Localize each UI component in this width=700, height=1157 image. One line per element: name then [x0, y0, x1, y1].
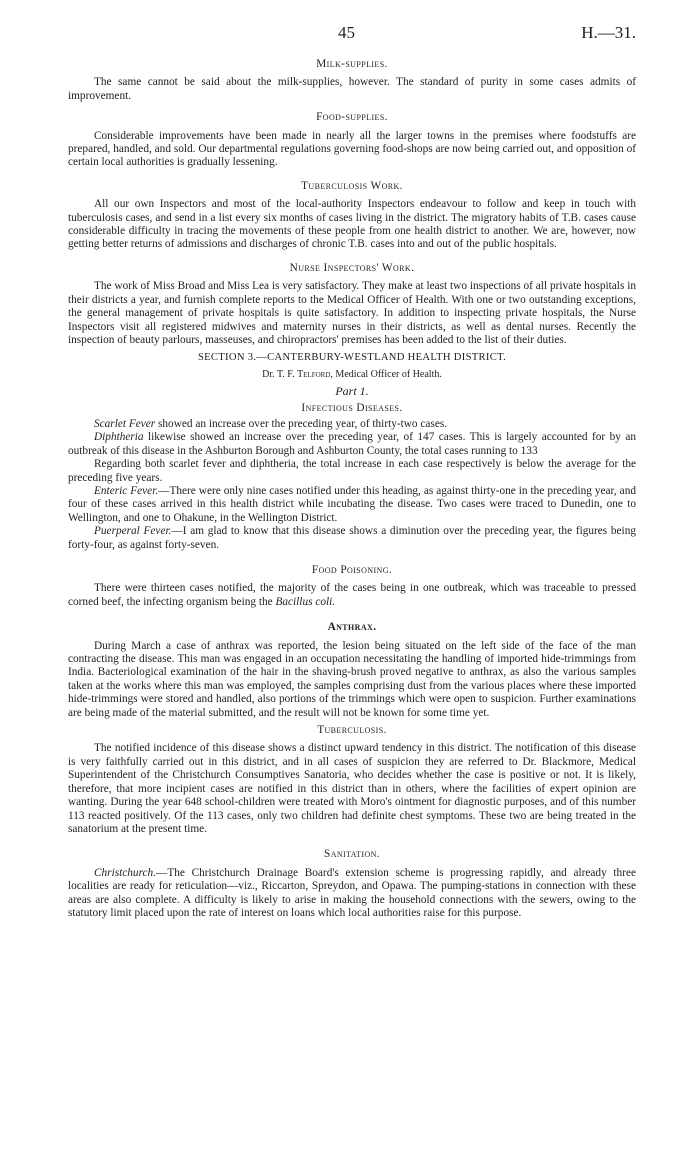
food-supplies-heading: Food-supplies.: [316, 111, 388, 124]
enteric-fever-paragraph: [68, 485, 636, 525]
page-header: [68, 23, 636, 54]
sanitation-heading: Sanitation.: [324, 848, 380, 861]
tuberculosis-heading: Tuberculosis.: [317, 724, 387, 737]
diphtheria-paragraph: [68, 431, 636, 458]
tuberculosis-work-paragraph: All our own Inspectors and most of the local-authority Inspectors endeavour to follow and keep in touch with tuberculosis cases, and send in a list every six months of cases living in the district. The migratory habits of T.B. cases cause considerable difficulty in tracing the movements of these people from one health district to another. We are, however, now getting better returns of admissions and discharges of chronic T.B. cases into and out of the public hospitals.: [68, 198, 636, 251]
enteric-fever-label: Enteric Fever.: [94, 484, 159, 497]
page-number: 45: [338, 23, 355, 42]
anthrax-heading: Anthrax.: [327, 621, 377, 634]
section-3-heading: SECTION 3.—CANTERBURY-WESTLAND HEALTH DISTRICT.: [197, 352, 507, 364]
tuberculosis-work-heading: Tuberculosis Work.: [301, 179, 403, 192]
diphtheria-label: Diphtheria: [94, 431, 144, 444]
nurse-inspectors-heading: Nurse Inspectors' Work.: [289, 261, 415, 274]
officer-name: Telford: [297, 368, 331, 380]
food-poisoning-text: There were thirteen cases notified, the majority of the cases being in one outbreak, which was traceable to pressed corned beef, the infecting organism being the: [68, 582, 636, 608]
puerperal-fever-paragraph: [68, 525, 636, 552]
food-poisoning-organism: Bacillus coli.: [275, 595, 336, 608]
milk-supplies-heading: Milk-supplies.: [316, 58, 388, 70]
food-supplies-paragraph: Considerable improvements have been made in nearly all the larger towns in the premises where foodstuffs are prepared, handled, and sold. Our departmental regulations governing food-shops are now being carried out, and opposition of certain local authorities is gradually lessening.: [68, 129, 636, 169]
infectious-diseases-heading: Infectious Diseases.: [301, 401, 403, 414]
sanitation-text: —The Christchurch Drainage Board's extension scheme is progressing rapidly, and already three localities are ready for reticulation—viz., Riccarton, Spreydon, and Opawa. The pumping-stations in connection with these areas are also complete. A difficulty is likely to arise in making the household connections with the sewers, owing to the statutory limit placed upon the rate of interest on loans which local authorities raise for this purpose.: [68, 866, 636, 919]
scarlet-fever-text: showed an increase over the preceding year, of thirty-two cases.: [155, 417, 448, 430]
enteric-fever-text: —There were only nine cases notified under this heading, as against thirty-one in the preceding year, and four of these cases arrived in this health district while incubating the disease. Two cases were traced to Dunedin, one to Wellington, and one to Ohakune, in the Wellington District.: [68, 484, 636, 524]
sanitation-place: Christchurch.: [94, 866, 157, 879]
scarlet-fever-label: Scarlet Fever: [94, 417, 156, 430]
sanitation-paragraph: [68, 867, 636, 921]
puerperal-fever-label: Puerperal Fever.: [94, 525, 172, 538]
food-poisoning-heading: Food Poisoning.: [311, 564, 393, 576]
document-reference: H.—31.: [581, 23, 636, 42]
milk-supplies-paragraph: The same cannot be said about the milk-supplies, however. The standard of purity in some cases admits of improvement.: [68, 76, 636, 102]
nurse-inspectors-paragraph: The work of Miss Broad and Miss Lea is very satisfactory. They make at least two inspections of all private hospitals in their districts a year, and furnish complete reports to the Medical Officer of Health. With one or two outstanding exceptions, the general management of private hospitals is quite satisfactory. In addition to inspecting private hospitals, the Nurse Inspectors visit all registered midwives and maternity nurses in their districts, as well as dental nurses. Recently the inspection of beauty parlours, masseuses, and chiropractors' premises has been added to the list of their duties.: [68, 280, 636, 346]
puerperal-fever-text: —I am glad to know that this disease shows a diminution over the preceding year, the figures being forty-four, as against forty-seven.: [68, 525, 636, 551]
anthrax-paragraph: During March a case of anthrax was reported, the lesion being situated on the left side of the face of the man contracting the disease. This man was engaged in an occupation necessitating the handling of imported hide-trimmings from India. Bacteriological examination of the hair in the shaving-brush proved negative to anthrax, as also the various samples taken at the works where this man was employed, the samples comprising dust from the various places where these imported hide-trimmings were stored and handled, also portions of the trimmings which were open to suspicion. Further examinations are being made of the material submitted, and the result will not be known for some time yet.: [68, 639, 636, 719]
officer-prefix: Dr. T. F.: [262, 368, 298, 380]
diphtheria-text: likewise showed an increase over the preceding year, of 147 cases. This is largely accounted for by an outbreak of this disease in the Ashburton Borough and Ashburton County, the total cases running to 133: [68, 431, 636, 457]
part-heading: Part 1.: [335, 384, 369, 399]
scarlet-fever-paragraph: [68, 418, 636, 431]
food-poisoning-paragraph: [68, 582, 636, 609]
regarding-paragraph: Regarding both scarlet fever and diphtheria, the total increase in each case respectively is below the average for the preceding five years.: [68, 458, 636, 484]
officer-suffix: , Medical Officer of Health.: [330, 368, 442, 380]
medical-officer-line: [68, 368, 636, 381]
tuberculosis-paragraph: The notified incidence of this disease shows a distinct upward tendency in this district. The notification of this disease is very faithfully carried out in this district, and in all cases of suspicion they are referred to Dr. Blackmore, Medical Superintendent of the Christchurch Consumptives Sanatoria, who decides whether the case is positive or not. It is likely, therefore, that more incipient cases are notified in this district than in others, where the facilities of expert opinion are wanting. During the year 648 school-children were treated with Moro's ointment for diagnostic purposes, and of this number 113 reacted positively. Of the 113 cases, only two children had definite chest symptoms. These two are being treated in the sanatorium at the present time.: [68, 742, 636, 835]
